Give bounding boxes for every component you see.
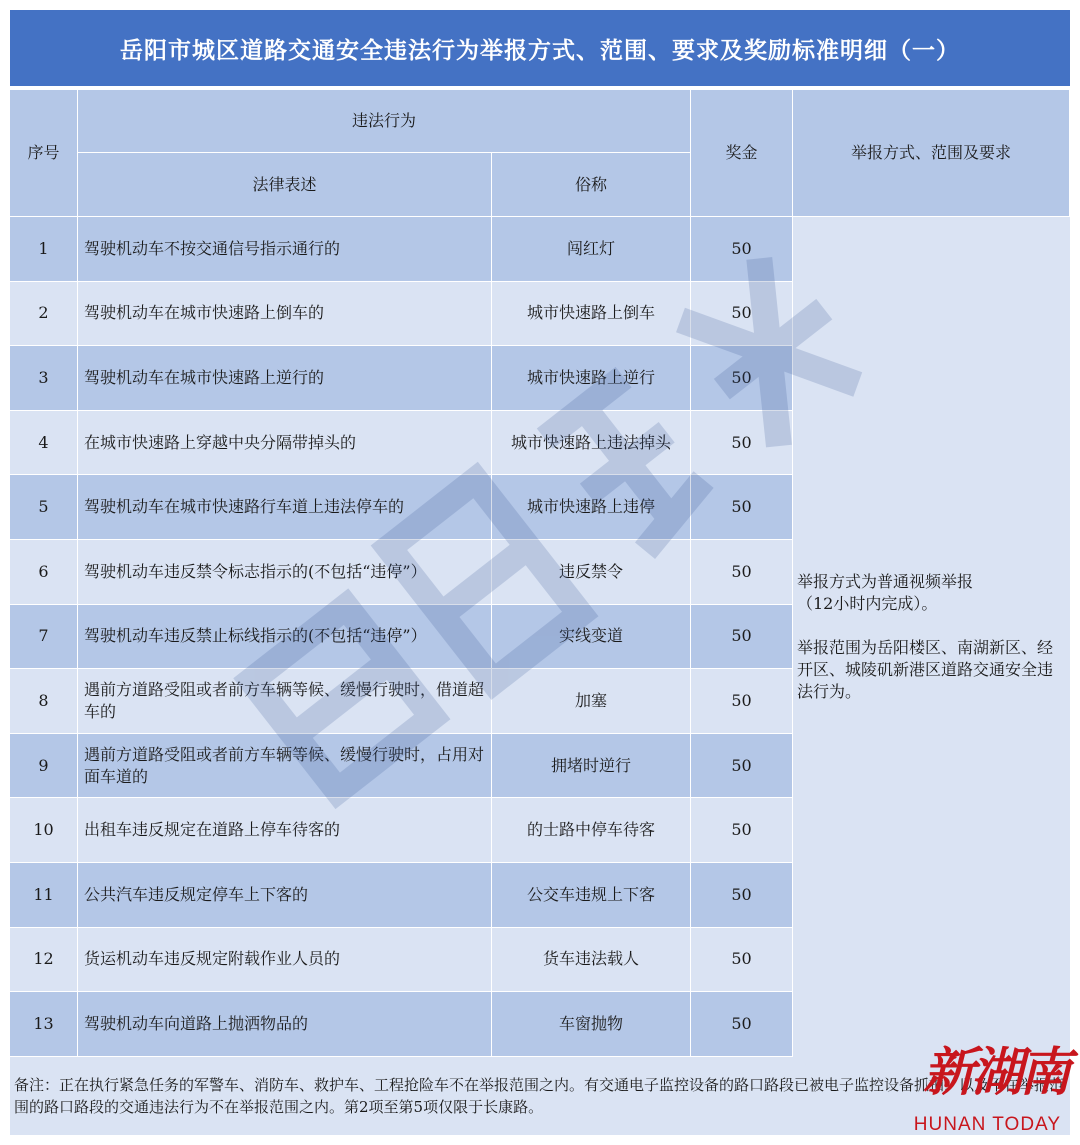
row-reward: 50 xyxy=(691,863,793,928)
header-seq: 序号 xyxy=(10,90,78,217)
requirements-cell xyxy=(793,217,1070,1057)
logo-text: 新湖南 xyxy=(922,1042,1067,1103)
row-number: 3 xyxy=(10,346,78,411)
scope-text: 举报范围为岳阳楼区、南湖新区、经开区、城陵矶新港区道路交通安全违法行为。 xyxy=(797,638,1054,701)
row-legal-description: 驾驶机动车违反禁令标志指示的(不包括“违停”） xyxy=(78,540,492,605)
row-legal-description: 公共汽车违反规定停车上下客的 xyxy=(78,863,492,928)
row-reward: 50 xyxy=(691,669,793,734)
method-line-1: 举报方式为普通视频举报 xyxy=(797,572,974,591)
header-violation: 违法行为 xyxy=(78,90,691,153)
row-reward: 50 xyxy=(691,540,793,605)
row-common-name: 违反禁令 xyxy=(492,540,691,605)
row-legal-description: 驾驶机动车违反禁止标线指示的(不包括“违停”） xyxy=(78,605,492,670)
row-reward: 50 xyxy=(691,992,793,1057)
row-common-name: 实线变道 xyxy=(492,605,691,670)
row-legal-description: 货运机动车违反规定附载作业人员的 xyxy=(78,928,492,993)
row-common-name: 拥堵时逆行 xyxy=(492,734,691,799)
row-reward: 50 xyxy=(691,217,793,282)
row-common-name: 公交车违规上下客 xyxy=(492,863,691,928)
row-reward: 50 xyxy=(691,798,793,863)
header-common: 俗称 xyxy=(492,153,691,217)
row-legal-description: 遇前方道路受阻或者前方车辆等候、缓慢行驶时，借道超车的 xyxy=(78,669,492,734)
header-legal: 法律表述 xyxy=(78,153,492,217)
row-reward: 50 xyxy=(691,282,793,347)
row-legal-description: 驾驶机动车在城市快速路上倒车的 xyxy=(78,282,492,347)
row-reward: 50 xyxy=(691,475,793,540)
row-legal-description: 驾驶机动车向道路上抛洒物品的 xyxy=(78,992,492,1057)
row-reward: 50 xyxy=(691,411,793,476)
row-legal-description: 出租车违反规定在道路上停车待客的 xyxy=(78,798,492,863)
row-legal-description: 驾驶机动车在城市快速路上逆行的 xyxy=(78,346,492,411)
row-legal-description: 驾驶机动车在城市快速路行车道上违法停车的 xyxy=(78,475,492,540)
row-number: 1 xyxy=(10,217,78,282)
row-legal-description: 驾驶机动车不按交通信号指示通行的 xyxy=(78,217,492,282)
header-method: 举报方式、范围及要求 xyxy=(793,90,1070,217)
row-legal-description: 遇前方道路受阻或者前方车辆等候、缓慢行驶时，占用对面车道的 xyxy=(78,734,492,799)
header-reward: 奖金 xyxy=(691,90,793,217)
row-number: 8 xyxy=(10,669,78,734)
row-number: 12 xyxy=(10,928,78,993)
row-reward: 50 xyxy=(691,928,793,993)
row-common-name: 车窗抛物 xyxy=(492,992,691,1057)
row-number: 7 xyxy=(10,605,78,670)
row-number: 2 xyxy=(10,282,78,347)
row-number: 10 xyxy=(10,798,78,863)
row-common-name: 城市快速路上倒车 xyxy=(492,282,691,347)
footnote: 备注：正在执行紧急任务的军警车、消防车、救护车、工程抢险车不在举报范围之内。有交通电子监控设备的路口路段已被电子监控设备抓拍，以及不在举报范围的路口路段的交通违法行为不在举报范围之内。第2项至第5项仅限于长康路。 xyxy=(10,1058,1070,1135)
row-common-name: 城市快速路上违法掉头 xyxy=(492,411,691,476)
row-common-name: 货车违法载人 xyxy=(492,928,691,993)
row-number: 11 xyxy=(10,863,78,928)
row-reward: 50 xyxy=(691,734,793,799)
logo-subtext: HUNAN TODAY xyxy=(913,1114,1061,1135)
row-common-name: 闯红灯 xyxy=(492,217,691,282)
row-common-name: 城市快速路上逆行 xyxy=(492,346,691,411)
table-title: 岳阳市城区道路交通安全违法行为举报方式、范围、要求及奖励标准明细（一） xyxy=(10,10,1070,86)
row-legal-description: 在城市快速路上穿越中央分隔带掉头的 xyxy=(78,411,492,476)
row-common-name: 的士路中停车待客 xyxy=(492,798,691,863)
row-reward: 50 xyxy=(691,346,793,411)
row-common-name: 加塞 xyxy=(492,669,691,734)
method-line-2: （12小时内完成）。 xyxy=(797,594,938,613)
row-number: 5 xyxy=(10,475,78,540)
row-common-name: 城市快速路上违停 xyxy=(492,475,691,540)
row-reward: 50 xyxy=(691,605,793,670)
row-number: 6 xyxy=(10,540,78,605)
row-number: 4 xyxy=(10,411,78,476)
rewards-table xyxy=(10,90,1070,1135)
row-number: 13 xyxy=(10,992,78,1057)
row-number: 9 xyxy=(10,734,78,799)
